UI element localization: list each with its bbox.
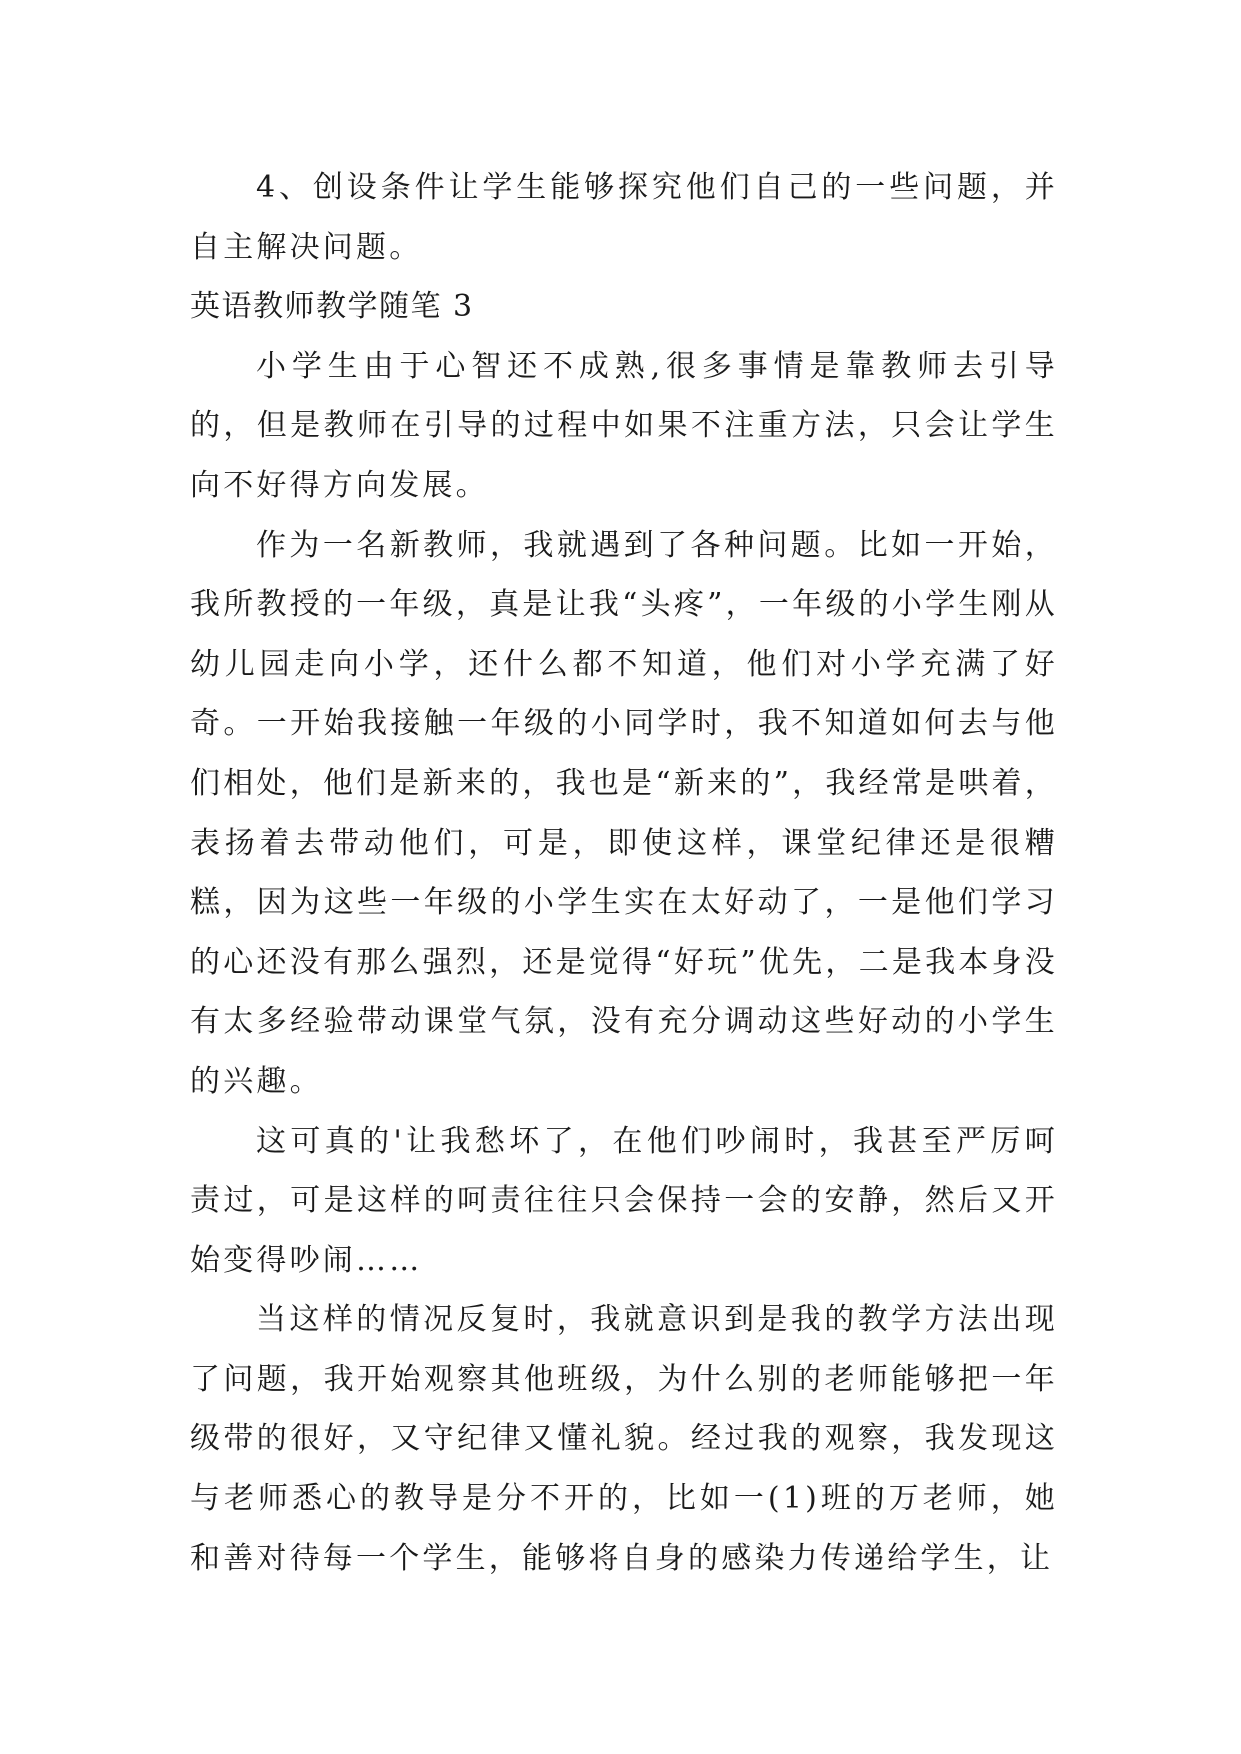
paragraph-worry: 这可真的'让我愁坏了，在他们吵闹时，我甚至严厉呵责过，可是这样的呵责往往只会保持一会的安静，然后又开始变得吵闹……: [190, 1123, 1058, 1278]
paragraph-observation: 当这样的情况反复时，我就意识到是我的教学方法出现了问题，我开始观察其他班级，为什么别的老师能够把一年级带的很好，又守纪律又懂礼貌。经过我的观察，我发现这与老师悉心的教导是分不开的，比如一(1)班的万老师，她和善对待每一个学生，能够将自身的感染力传递给学生，让: [190, 1302, 1058, 1576]
paragraph-item-4: 4、创设条件让学生能够探究他们自己的一些问题，并自主解决问题。: [190, 170, 1058, 265]
paragraph-intro: 小学生由于心智还不成熟,很多事情是靠教师去引导的，但是教师在引导的过程中如果不注重方法，只会让学生向不好得方向发展。: [190, 348, 1058, 503]
document-body: [190, 158, 1058, 1588]
paragraph-new-teacher: 作为一名新教师，我就遇到了各种问题。比如一开始，我所教授的一年级，真是让我“头疼”，一年级的小学生刚从幼儿园走向小学，还什么都不知道，他们对小学充满了好奇。一开始我接触一年级的小同学时，我不知道如何去与他们相处，他们是新来的，我也是“新来的”，我经常是哄着，表扬着去带动他们，可是，即使这样，课堂纪律还是很糟糕，因为这些一年级的小学生实在太好动了，一是他们学习的心还没有那么强烈，还是觉得“好玩”优先，二是我本身没有太多经验带动课堂气氛，没有充分调动这些好动的小学生的兴趣。: [190, 527, 1058, 1099]
section-heading: 英语教师教学随笔 3: [190, 289, 474, 325]
